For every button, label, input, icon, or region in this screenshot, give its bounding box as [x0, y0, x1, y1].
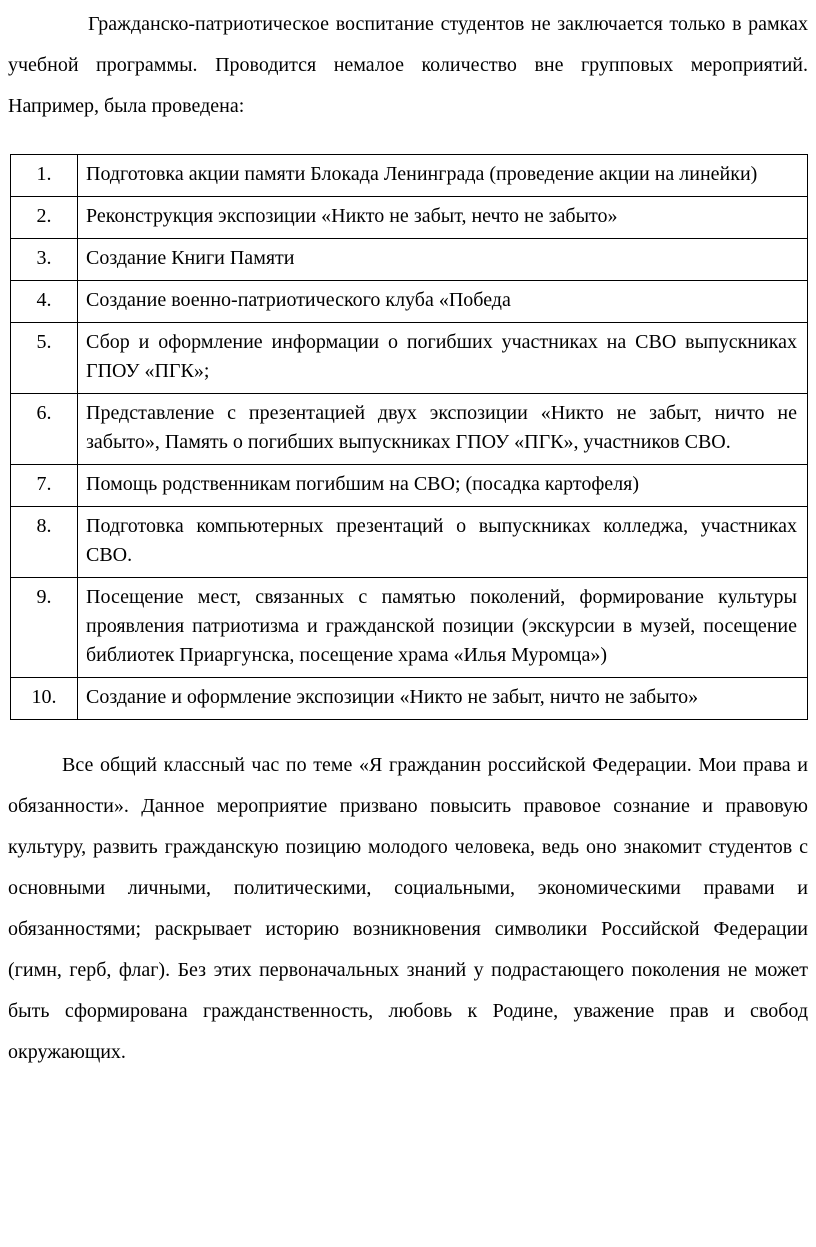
table-row	[11, 507, 808, 578]
activities-table	[10, 154, 808, 720]
row-description: Помощь родственникам погибшим на СВО; (посадка картофеля)	[78, 465, 808, 507]
table-row	[11, 155, 808, 197]
row-number: 1.	[11, 155, 78, 197]
row-number: 7.	[11, 465, 78, 507]
row-number: 8.	[11, 507, 78, 578]
table-row	[11, 678, 808, 720]
row-description: Подготовка компьютерных презентаций о выпускниках колледжа, участниках СВО.	[78, 507, 808, 578]
row-description: Создание военно-патриотического клуба «Победа	[78, 281, 808, 323]
closing-paragraph: Все общий классный час по теме «Я гражданин российской Федерации. Мои права и обязанности». Данное мероприятие призвано повысить правовое сознание и правовую культуру, развить гражданскую позицию молодого человека, ведь оно знакомит студентов с основными личными, политическими, социальными, экономическими правами и обязанностями; раскрывает историю возникновения символики Российской Федерации (гимн, герб, флаг). Без этих первоначальных знаний у подрастающего поколения не может быть сформирована гражданственность, любовь к Родине, уважение прав и свобод окружающих.	[8, 754, 808, 1063]
row-number: 5.	[11, 323, 78, 394]
row-description: Подготовка акции памяти Блокада Ленинграда (проведение акции на линейки)	[78, 155, 808, 197]
row-number: 10.	[11, 678, 78, 720]
row-description: Представление с презентацией двух экспозиции «Никто не забыт, ничто не забыто», Память о погибших выпускниках ГПОУ «ПГК», участников СВО.	[78, 394, 808, 465]
row-description: Создание и оформление экспозиции «Никто не забыт, ничто не забыто»	[78, 678, 808, 720]
row-number: 6.	[11, 394, 78, 465]
table-row	[11, 197, 808, 239]
intro-paragraph: Гражданско-патриотическое воспитание студентов не заключается только в рамках учебной программы. Проводится немалое количество вне групповых мероприятий. Например, была проведена:	[8, 13, 808, 117]
table-row	[11, 239, 808, 281]
table-row	[11, 323, 808, 394]
row-description: Создание Книги Памяти	[78, 239, 808, 281]
row-number: 9.	[11, 578, 78, 678]
row-number: 3.	[11, 239, 78, 281]
row-description: Посещение мест, связанных с памятью поколений, формирование культуры проявления патриотизма и гражданской позиции (экскурсии в музей, посещение библиотек Приаргунска, посещение храма «Илья Муромца»)	[78, 578, 808, 678]
row-description: Реконструкция экспозиции «Никто не забыт, нечто не забыто»	[78, 197, 808, 239]
row-description: Сбор и оформление информации о погибших участниках на СВО выпускниках ГПОУ «ПГК»;	[78, 323, 808, 394]
row-number: 4.	[11, 281, 78, 323]
row-number: 2.	[11, 197, 78, 239]
table-row	[11, 394, 808, 465]
table-row	[11, 281, 808, 323]
table-row	[11, 578, 808, 678]
table-row	[11, 465, 808, 507]
